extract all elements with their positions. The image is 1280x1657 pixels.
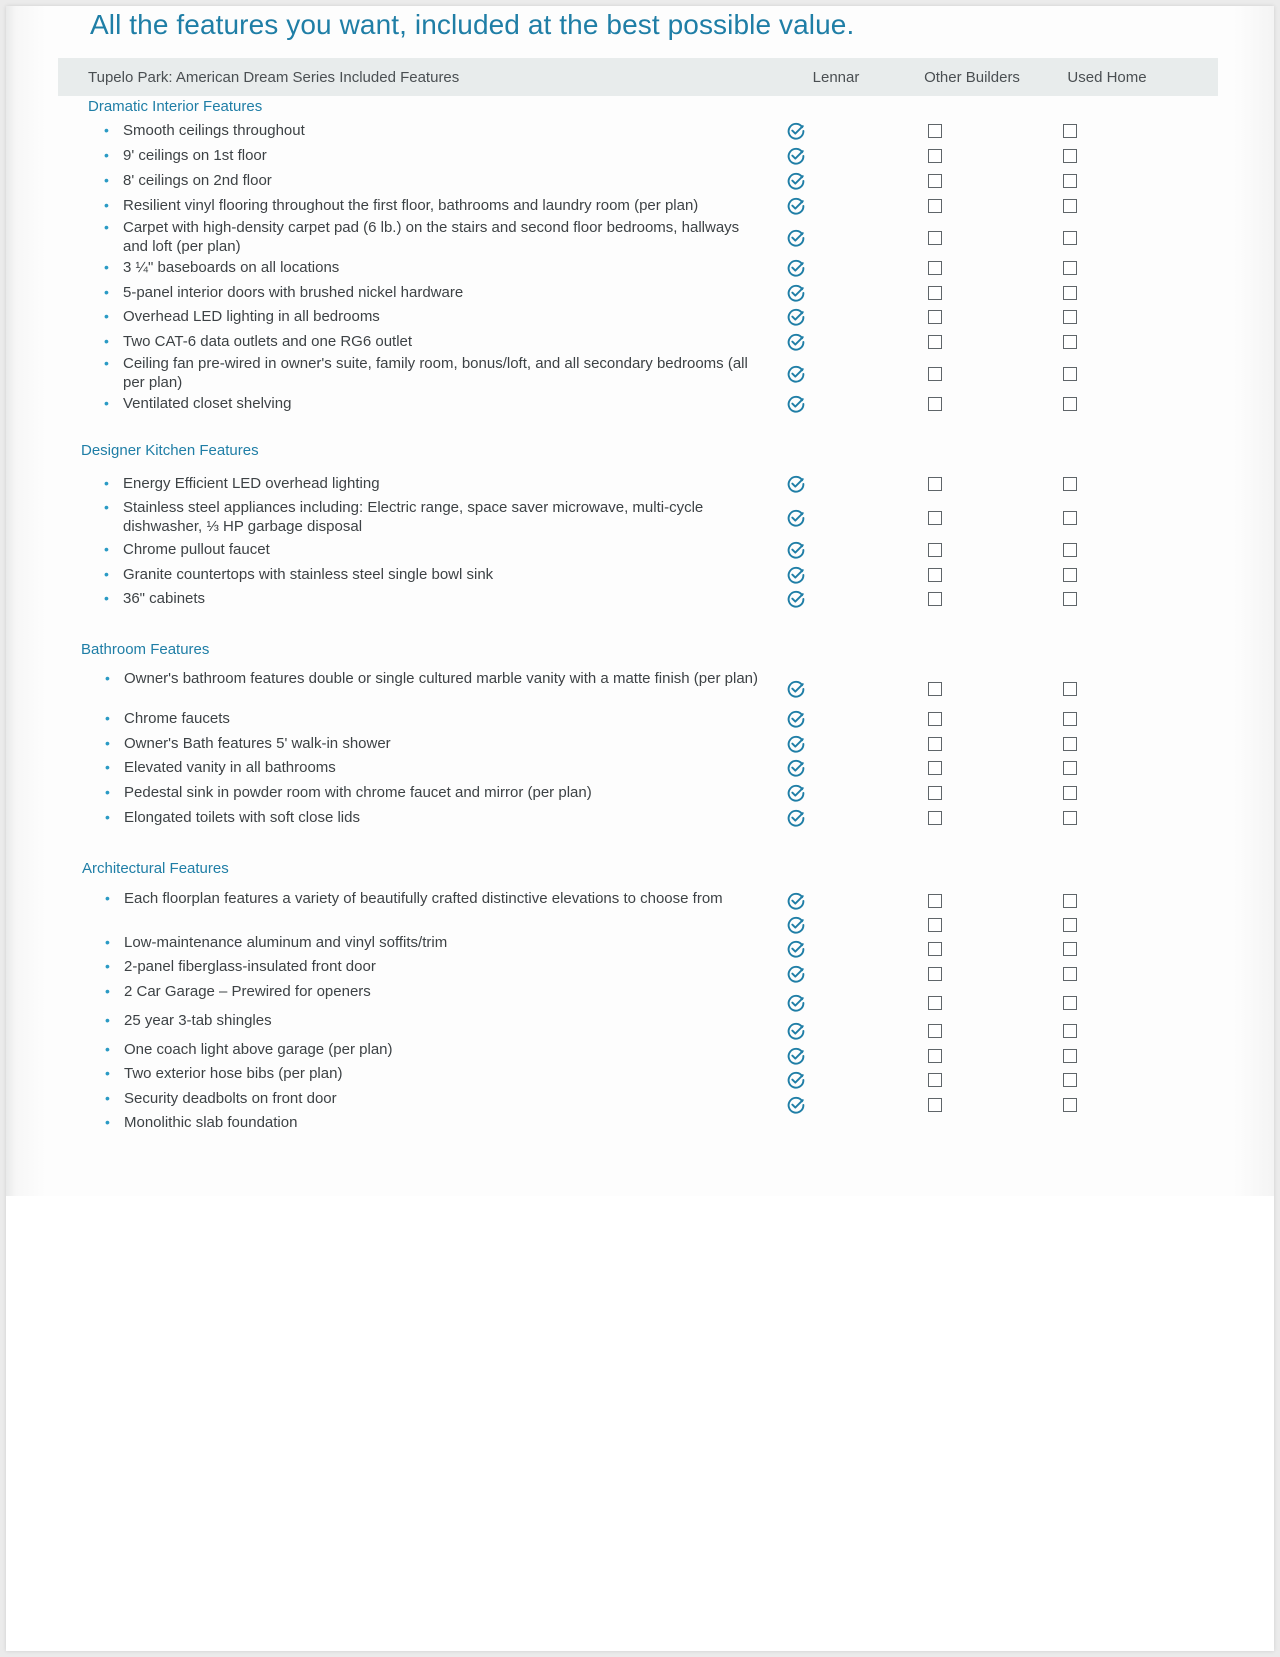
section-heading: Designer Kitchen Features: [81, 442, 259, 459]
check-circle-icon: [786, 758, 806, 778]
bullet-icon: •: [105, 983, 110, 999]
other-builders-empty-box-icon: [928, 1073, 942, 1087]
check-circle-icon: [786, 364, 806, 384]
other-builders-empty-box-icon: [928, 942, 942, 956]
used-home-empty-box-icon: [1063, 397, 1077, 411]
check-circle-icon: [786, 783, 806, 803]
used-home-empty-box-icon: [1063, 286, 1077, 300]
check-circle-icon: [786, 808, 806, 828]
feature-label: Low-maintenance aluminum and vinyl soffits/trim: [124, 934, 448, 951]
feature-label: Granite countertops with stainless steel single bowl sink: [123, 566, 494, 583]
other-builders-empty-box-icon: [928, 286, 942, 300]
used-home-empty-box-icon: [1063, 124, 1077, 138]
used-home-empty-box-icon: [1063, 712, 1077, 726]
bullet-icon: •: [105, 1012, 110, 1028]
bullet-icon: •: [104, 475, 109, 491]
check-circle-icon: [786, 332, 806, 352]
feature-label: Two CAT-6 data outlets and one RG6 outlet: [123, 333, 413, 350]
bullet-icon: •: [104, 395, 109, 411]
bullet-icon: •: [105, 958, 110, 974]
feature-label: 9' ceilings on 1st floor: [123, 147, 267, 164]
check-circle-icon: [786, 939, 806, 959]
check-circle-icon: [786, 228, 806, 248]
feature-label: Pedestal sink in powder room with chrome faucet and mirror (per plan): [124, 784, 592, 801]
other-builders-empty-box-icon: [928, 737, 942, 751]
section-heading: Bathroom Features: [81, 641, 210, 658]
bullet-icon: •: [104, 355, 109, 371]
bullet-icon: •: [104, 259, 109, 275]
feature-label: Carpet with high-density carpet pad (6 lb.) on the stairs and second floor bedrooms, hallways and loft (per plan): [123, 219, 740, 255]
check-circle-icon: [786, 1021, 806, 1041]
used-home-empty-box-icon: [1063, 1073, 1077, 1087]
bullet-icon: •: [104, 197, 109, 213]
other-builders-empty-box-icon: [928, 1049, 942, 1063]
used-home-empty-box-icon: [1063, 261, 1077, 275]
used-home-empty-box-icon: [1063, 761, 1077, 775]
other-builders-empty-box-icon: [928, 199, 942, 213]
bullet-icon: •: [104, 284, 109, 300]
used-home-empty-box-icon: [1063, 1098, 1077, 1112]
bullet-icon: •: [104, 219, 109, 235]
other-builders-empty-box-icon: [928, 761, 942, 775]
feature-label: One coach light above garage (per plan): [124, 1041, 393, 1058]
used-home-empty-box-icon: [1063, 918, 1077, 932]
other-builders-empty-box-icon: [928, 261, 942, 275]
check-circle-icon: [786, 964, 806, 984]
used-home-empty-box-icon: [1063, 568, 1077, 582]
used-home-empty-box-icon: [1063, 996, 1077, 1010]
check-circle-icon: [786, 1095, 806, 1115]
feature-label: Security deadbolts on front door: [124, 1090, 337, 1107]
feature-label: Two exterior hose bibs (per plan): [124, 1065, 343, 1082]
bullet-icon: •: [104, 499, 109, 515]
feature-label: Stainless steel appliances including: Electric range, space saver microwave, multi-cycle dishwasher, ⅓ HP garbage disposal: [123, 499, 704, 535]
used-home-empty-box-icon: [1063, 592, 1077, 606]
used-home-empty-box-icon: [1063, 310, 1077, 324]
used-home-empty-box-icon: [1063, 335, 1077, 349]
feature-label: Monolithic slab foundation: [124, 1114, 298, 1131]
feature-label: 2-panel fiberglass-insulated front door: [124, 958, 376, 975]
section-heading: Dramatic Interior Features: [88, 98, 263, 115]
feature-label: Overhead LED lighting in all bedrooms: [123, 308, 380, 325]
feature-label: Elevated vanity in all bathrooms: [124, 759, 336, 776]
used-home-empty-box-icon: [1063, 199, 1077, 213]
check-circle-icon: [786, 196, 806, 216]
feature-label: 36" cabinets: [123, 590, 206, 607]
bullet-icon: •: [105, 1065, 110, 1081]
used-home-empty-box-icon: [1063, 367, 1077, 381]
other-builders-empty-box-icon: [928, 231, 942, 245]
used-home-empty-box-icon: [1063, 894, 1077, 908]
section-heading: Architectural Features: [82, 860, 229, 877]
page-headline: All the features you want, included at the best possible value.: [90, 9, 855, 40]
used-home-empty-box-icon: [1063, 786, 1077, 800]
other-builders-empty-box-icon: [928, 310, 942, 324]
bullet-icon: •: [105, 1114, 110, 1130]
other-builders-empty-box-icon: [928, 367, 942, 381]
other-builders-empty-box-icon: [928, 996, 942, 1010]
bullet-icon: •: [104, 333, 109, 349]
other-builders-empty-box-icon: [928, 174, 942, 188]
used-home-empty-box-icon: [1063, 942, 1077, 956]
column-header-used-home: Used Home: [1067, 69, 1147, 86]
used-home-empty-box-icon: [1063, 174, 1077, 188]
table-header-title: Tupelo Park: American Dream Series Included Features: [88, 69, 460, 86]
check-circle-icon: [786, 121, 806, 141]
used-home-empty-box-icon: [1063, 737, 1077, 751]
feature-label: Elongated toilets with soft close lids: [124, 809, 360, 826]
feature-label: Owner's bathroom features double or single cultured marble vanity with a matte finish (per plan): [124, 670, 759, 687]
other-builders-empty-box-icon: [928, 543, 942, 557]
other-builders-empty-box-icon: [928, 967, 942, 981]
other-builders-empty-box-icon: [928, 335, 942, 349]
check-circle-icon: [786, 565, 806, 585]
feature-label: Owner's Bath features 5' walk-in shower: [124, 735, 391, 752]
other-builders-empty-box-icon: [928, 149, 942, 163]
feature-label: 25 year 3-tab shingles: [124, 1012, 272, 1029]
bullet-icon: •: [105, 784, 110, 800]
used-home-empty-box-icon: [1063, 811, 1077, 825]
check-circle-icon: [786, 283, 806, 303]
used-home-empty-box-icon: [1063, 682, 1077, 696]
check-circle-icon: [786, 258, 806, 278]
document-page: [6, 6, 1274, 1651]
bullet-icon: •: [105, 1041, 110, 1057]
check-circle-icon: [786, 540, 806, 560]
column-header-lennar: Lennar: [812, 69, 860, 86]
other-builders-empty-box-icon: [928, 592, 942, 606]
bullet-icon: •: [104, 147, 109, 163]
feature-label: Ventilated closet shelving: [123, 395, 292, 412]
column-header-other-builders: Other Builders: [924, 69, 1020, 86]
bullet-icon: •: [104, 541, 109, 557]
check-circle-icon: [786, 146, 806, 166]
used-home-empty-box-icon: [1063, 231, 1077, 245]
check-circle-icon: [786, 1070, 806, 1090]
feature-label: 5-panel interior doors with brushed nickel hardware: [123, 284, 464, 301]
check-circle-icon: [786, 709, 806, 729]
other-builders-empty-box-icon: [928, 682, 942, 696]
check-circle-icon: [786, 915, 806, 935]
feature-label: Chrome pullout faucet: [123, 541, 270, 558]
other-builders-empty-box-icon: [928, 477, 942, 491]
bullet-icon: •: [104, 566, 109, 582]
check-circle-icon: [786, 589, 806, 609]
check-circle-icon: [786, 679, 806, 699]
check-circle-icon: [786, 891, 806, 911]
check-circle-icon: [786, 734, 806, 754]
used-home-empty-box-icon: [1063, 149, 1077, 163]
other-builders-empty-box-icon: [928, 397, 942, 411]
feature-label: Ceiling fan pre-wired in owner's suite, family room, bonus/loft, and all secondary bedrooms (all per plan): [123, 355, 748, 391]
feature-label: 3 ¼" baseboards on all locations: [123, 259, 340, 276]
feature-label: Energy Efficient LED overhead lighting: [123, 475, 380, 492]
other-builders-empty-box-icon: [928, 1024, 942, 1038]
bullet-icon: •: [105, 890, 110, 906]
bullet-icon: •: [104, 308, 109, 324]
used-home-empty-box-icon: [1063, 967, 1077, 981]
check-circle-icon: [786, 1046, 806, 1066]
check-circle-icon: [786, 508, 806, 528]
bullet-icon: •: [105, 710, 110, 726]
other-builders-empty-box-icon: [928, 568, 942, 582]
bullet-icon: •: [104, 590, 109, 606]
other-builders-empty-box-icon: [928, 786, 942, 800]
check-circle-icon: [786, 474, 806, 494]
feature-label: 2 Car Garage – Prewired for openers: [124, 983, 371, 1000]
feature-label: Smooth ceilings throughout: [123, 122, 305, 139]
other-builders-empty-box-icon: [928, 894, 942, 908]
used-home-empty-box-icon: [1063, 1024, 1077, 1038]
other-builders-empty-box-icon: [928, 712, 942, 726]
feature-label: Each floorplan features a variety of beautifully crafted distinctive elevations to choose from: [124, 890, 723, 907]
check-circle-icon: [786, 307, 806, 327]
other-builders-empty-box-icon: [928, 124, 942, 138]
used-home-empty-box-icon: [1063, 511, 1077, 525]
check-circle-icon: [786, 394, 806, 414]
other-builders-empty-box-icon: [928, 1098, 942, 1112]
used-home-empty-box-icon: [1063, 543, 1077, 557]
feature-label: Chrome faucets: [124, 710, 230, 727]
bullet-icon: •: [105, 670, 110, 686]
bullet-icon: •: [105, 759, 110, 775]
bullet-icon: •: [104, 122, 109, 138]
other-builders-empty-box-icon: [928, 511, 942, 525]
bullet-icon: •: [105, 735, 110, 751]
bullet-icon: •: [105, 934, 110, 950]
check-circle-icon: [786, 993, 806, 1013]
other-builders-empty-box-icon: [928, 811, 942, 825]
feature-label: 8' ceilings on 2nd floor: [123, 172, 272, 189]
used-home-empty-box-icon: [1063, 1049, 1077, 1063]
check-circle-icon: [786, 171, 806, 191]
used-home-empty-box-icon: [1063, 477, 1077, 491]
bullet-icon: •: [105, 809, 110, 825]
other-builders-empty-box-icon: [928, 918, 942, 932]
feature-label: Resilient vinyl flooring throughout the first floor, bathrooms and laundry room (per plan): [123, 197, 699, 214]
table-header: [58, 58, 1218, 96]
bullet-icon: •: [105, 1090, 110, 1106]
bullet-icon: •: [104, 172, 109, 188]
